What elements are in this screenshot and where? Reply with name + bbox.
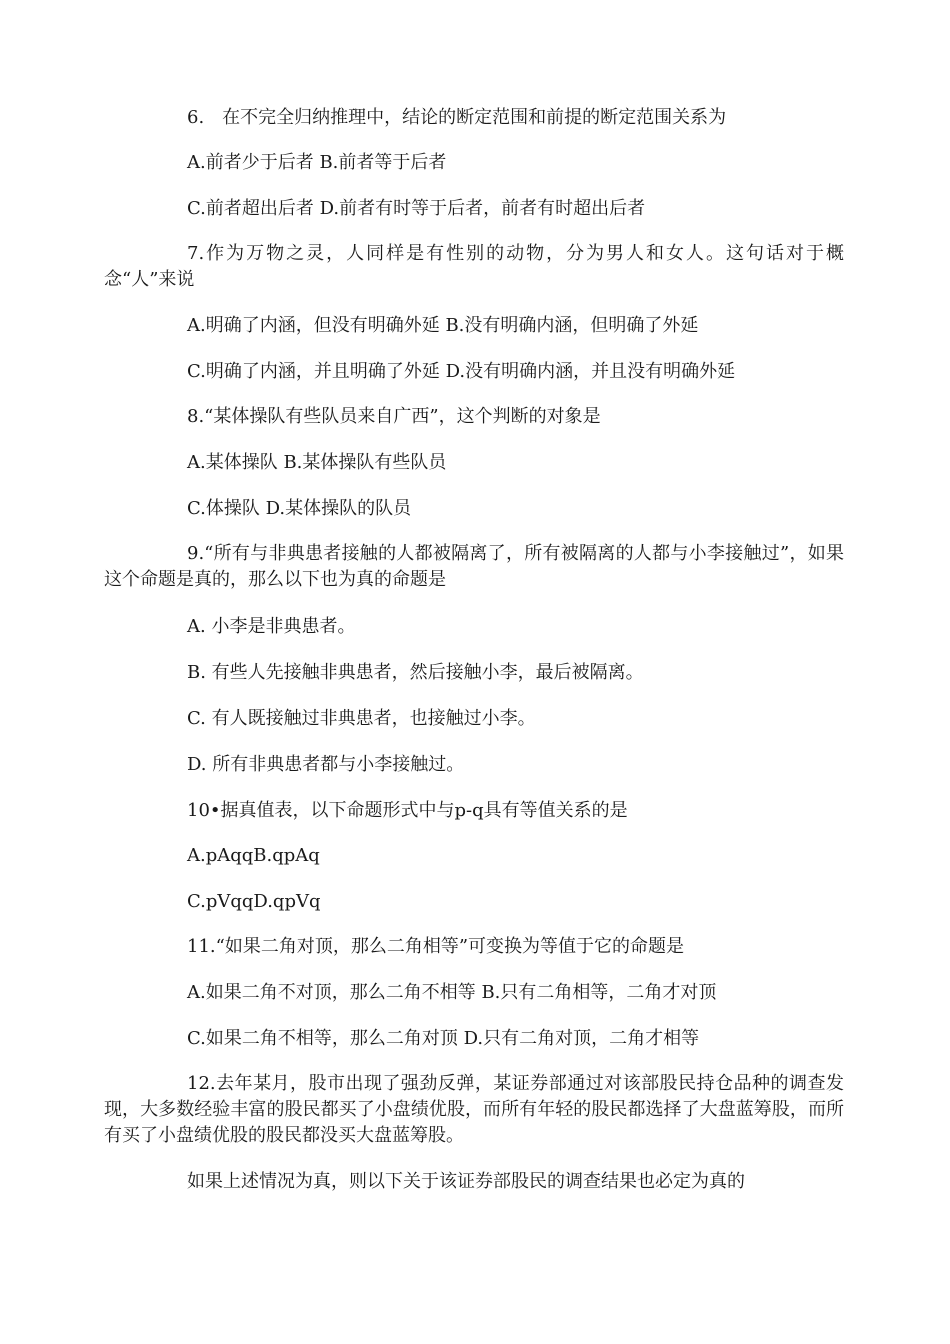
question-9-option-c: C. 有人既接触过非典患者，也接触过小李。 <box>187 708 536 729</box>
question-8-options-ab: A.某体操队 B.某体操队有些队员 <box>187 452 447 473</box>
question-11-stem: 11.“如果二角对顶，那么二角相等”可变换为等值于它的命题是 <box>187 936 685 957</box>
question-8-options-cd: C.体操队 D.某体操队的队员 <box>187 498 412 519</box>
question-6-options-cd: C.前者超出后者 D.前者有时等于后者，前者有时超出后者 <box>187 198 646 219</box>
question-11-options-cd: C.如果二角不相等，那么二角对顶 D.只有二角对顶，二角才相等 <box>187 1028 700 1049</box>
question-9-option-b: B. 有些人先接触非典患者，然后接触小李，最后被隔离。 <box>187 662 644 683</box>
question-6-options-ab: A.前者少于后者 B.前者等于后者 <box>187 152 447 173</box>
question-7-stem: 7.作为万物之灵，人同样是有性别的动物，分为男人和女人。这句话对于概念“人”来说 <box>104 243 844 290</box>
question-9-option-d: D. 所有非典患者都与小李接触过。 <box>187 754 465 775</box>
question-11-options-ab: A.如果二角不对顶，那么二角不相等 B.只有二角相等，二角才对顶 <box>187 982 717 1003</box>
question-10-options-cd: C.pVqqD.qpVq <box>187 891 321 912</box>
question-6-stem: 6. 在不完全归纳推理中，结论的断定范围和前提的断定范围关系为 <box>187 107 727 128</box>
question-12-stem: 12.去年某月，股市出现了强劲反弹，某证券部通过对该部股民持仓品种的调查发现，大多数经验丰富的股民都买了小盘绩优股，而所有年轻的股民都选择了大盘蓝筹股，而所有买了小盘绩优股的股民都没买大盘蓝筹股。 <box>104 1073 844 1146</box>
question-9-stem: 9.“所有与非典患者接触的人都被隔离了，所有被隔离的人都与小李接触过”，如果这个命题是真的，那么以下也为真的命题是 <box>104 543 844 590</box>
question-7-options-ab: A.明确了内涵，但没有明确外延 B.没有明确内涵，但明确了外延 <box>187 315 699 336</box>
question-12-followup: 如果上述情况为真，则以下关于该证券部股民的调查结果也必定为真的 <box>187 1171 745 1192</box>
question-7-options-cd: C.明确了内涵，并且明确了外延 D.没有明确内涵，并且没有明确外延 <box>187 361 736 382</box>
question-10-stem: 10•据真值表，以下命题形式中与p-q具有等值关系的是 <box>187 800 628 821</box>
question-9-option-a: A. 小李是非典患者。 <box>187 616 356 637</box>
question-10-options-ab: A.pAqqB.qpAq <box>187 845 320 866</box>
question-8-stem: 8.“某体操队有些队员来自广西”，这个判断的对象是 <box>187 406 601 427</box>
